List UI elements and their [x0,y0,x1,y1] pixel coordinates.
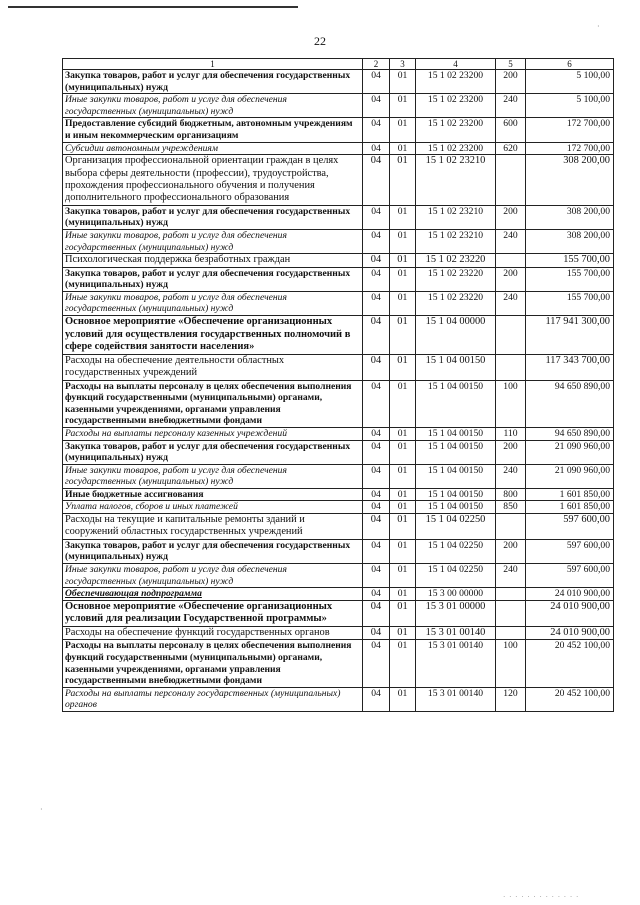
row-cell-c3: 01 [390,464,416,488]
row-cell-c4: 15 1 04 00000 [416,315,496,354]
row-cell-c5: 110 [496,427,526,440]
row-cell-c3: 01 [390,687,416,711]
row-cell-c4: 15 1 02 23200 [416,70,496,94]
row-cell-c4: 15 1 04 00150 [416,427,496,440]
row-cell-c6: 117 343 700,00 [526,354,614,380]
row-cell-c4: 15 1 04 00150 [416,440,496,464]
row-description: Расходы на обеспечение функций государственных органов [63,627,363,640]
row-cell-c5: 100 [496,640,526,687]
table-row [63,440,614,464]
table-row [63,267,614,291]
table-row [63,588,614,601]
header-cell: 5 [496,59,526,70]
row-cell-c4: 15 1 02 23200 [416,94,496,118]
row-cell-c5: 200 [496,267,526,291]
table-row [63,118,614,142]
row-cell-c5: 620 [496,142,526,155]
row-cell-c2: 04 [363,70,390,94]
row-cell-c3: 01 [390,229,416,253]
row-cell-c3: 01 [390,142,416,155]
row-cell-c3: 01 [390,564,416,588]
row-cell-c4: 15 1 04 02250 [416,564,496,588]
header-cell: 2 [363,59,390,70]
row-description: Иные бюджетные ассигнования [63,488,363,501]
row-cell-c6: 21 090 960,00 [526,440,614,464]
row-cell-c5: 120 [496,687,526,711]
row-cell-c6: 1 601 850,00 [526,501,614,514]
table-row [63,229,614,253]
row-cell-c6: 24 010 900,00 [526,600,614,626]
row-cell-c2: 04 [363,440,390,464]
row-cell-c6: 20 452 100,00 [526,687,614,711]
table-row [63,70,614,94]
table-row [63,539,614,563]
row-cell-c2: 04 [363,380,390,427]
header-row [63,59,614,70]
row-description: Иные закупки товаров, работ и услуг для обеспечения государственных (муниципальных) нужд [63,464,363,488]
row-cell-c4: 15 1 02 23200 [416,142,496,155]
row-description: Уплата налогов, сборов и иных платежей [63,501,363,514]
table-row [63,291,614,315]
row-cell-c6: 5 100,00 [526,70,614,94]
row-cell-c5: 800 [496,488,526,501]
row-cell-c5: 200 [496,70,526,94]
table-row [63,464,614,488]
row-cell-c4: 15 1 04 02250 [416,514,496,540]
row-description: Организация профессиональной ориентации граждан в целях выбора сферы деятельности (профессии), трудоустройства, прохождения профессионального обучения и получения дополнительного профессионального образования [63,155,363,206]
row-cell-c6: 308 200,00 [526,205,614,229]
row-cell-c4: 15 3 01 00140 [416,687,496,711]
row-cell-c6: 308 200,00 [526,229,614,253]
row-cell-c3: 01 [390,70,416,94]
scan-footer-mark: · · · · · · · · · · · · · [503,893,580,901]
row-cell-c6: 155 700,00 [526,291,614,315]
table-row [63,687,614,711]
row-cell-c4: 15 1 04 00150 [416,488,496,501]
row-cell-c2: 04 [363,488,390,501]
table-row [63,488,614,501]
row-cell-c4: 15 1 04 00150 [416,354,496,380]
row-cell-c2: 04 [363,564,390,588]
row-cell-c3: 01 [390,627,416,640]
row-cell-c2: 04 [363,315,390,354]
row-description: Основное мероприятие «Обеспечение организационных условий для осуществления государственных полномочий в сфере содействия занятости населения» [63,315,363,354]
row-cell-c3: 01 [390,514,416,540]
row-cell-c3: 01 [390,488,416,501]
top-rule [8,6,298,8]
row-cell-c5: 850 [496,501,526,514]
table-row [63,380,614,427]
row-cell-c4: 15 3 01 00140 [416,627,496,640]
row-description: Закупка товаров, работ и услуг для обеспечения государственных (муниципальных) нужд [63,70,363,94]
row-cell-c3: 01 [390,291,416,315]
scan-speck: · [597,22,600,31]
row-cell-c6: 597 600,00 [526,564,614,588]
row-cell-c3: 01 [390,539,416,563]
row-cell-c2: 04 [363,687,390,711]
row-cell-c5: 240 [496,464,526,488]
row-description: Расходы на выплаты персоналу государственных (муниципальных) органов [63,687,363,711]
row-cell-c3: 01 [390,315,416,354]
row-description: Закупка товаров, работ и услуг для обеспечения государственных (муниципальных) нужд [63,205,363,229]
row-cell-c3: 01 [390,94,416,118]
row-cell-c3: 01 [390,254,416,267]
row-description: Основное мероприятие «Обеспечение организационных условий для реализации Государственной программы» [63,600,363,626]
row-cell-c6: 24 010 900,00 [526,627,614,640]
row-cell-c3: 01 [390,588,416,601]
row-cell-c4: 15 3 01 00000 [416,600,496,626]
budget-table [62,58,614,712]
row-description: Обеспечивающая подпрограмма [63,588,363,601]
header-cell: 4 [416,59,496,70]
row-cell-c4: 15 3 01 00140 [416,640,496,687]
row-cell-c6: 21 090 960,00 [526,464,614,488]
row-cell-c5: 240 [496,291,526,315]
row-cell-c6: 94 650 890,00 [526,427,614,440]
row-cell-c3: 01 [390,600,416,626]
row-cell-c5 [496,254,526,267]
row-cell-c4: 15 1 02 23200 [416,118,496,142]
row-cell-c4: 15 1 04 00150 [416,464,496,488]
row-description: Иные закупки товаров, работ и услуг для обеспечения государственных (муниципальных) нужд [63,94,363,118]
row-cell-c2: 04 [363,588,390,601]
row-description: Расходы на обеспечение деятельности областных государственных учреждений [63,354,363,380]
row-cell-c2: 04 [363,600,390,626]
table-row [63,155,614,206]
row-description: Расходы на выплаты персоналу казенных учреждений [63,427,363,440]
row-cell-c2: 04 [363,254,390,267]
row-cell-c3: 01 [390,118,416,142]
table-row [63,205,614,229]
row-cell-c5: 200 [496,539,526,563]
row-description: Закупка товаров, работ и услуг для обеспечения государственных (муниципальных) нужд [63,267,363,291]
header-cell: 3 [390,59,416,70]
row-cell-c6: 308 200,00 [526,155,614,206]
row-cell-c4: 15 1 04 02250 [416,539,496,563]
row-cell-c2: 04 [363,229,390,253]
row-cell-c2: 04 [363,354,390,380]
row-cell-c6: 172 700,00 [526,118,614,142]
row-cell-c4: 15 1 02 23220 [416,254,496,267]
row-cell-c6: 597 600,00 [526,539,614,563]
row-cell-c2: 04 [363,640,390,687]
row-cell-c3: 01 [390,427,416,440]
row-cell-c5 [496,514,526,540]
row-cell-c5 [496,315,526,354]
row-cell-c3: 01 [390,440,416,464]
row-cell-c2: 04 [363,514,390,540]
row-cell-c4: 15 1 02 23210 [416,229,496,253]
row-cell-c4: 15 1 02 23220 [416,291,496,315]
table-row [63,142,614,155]
table-row [63,354,614,380]
row-cell-c4: 15 1 04 00150 [416,501,496,514]
page-number: 22 [314,34,326,48]
row-cell-c2: 04 [363,118,390,142]
table-row [63,94,614,118]
row-description: Субсидии автономным учреждениям [63,142,363,155]
row-cell-c5 [496,155,526,206]
row-cell-c4: 15 3 00 00000 [416,588,496,601]
table-row [63,640,614,687]
row-cell-c3: 01 [390,205,416,229]
row-cell-c2: 04 [363,501,390,514]
row-description: Расходы на текущие и капитальные ремонты зданий и сооружений областных государственных учреждений [63,514,363,540]
row-cell-c3: 01 [390,501,416,514]
row-description: Расходы на выплаты персоналу в целях обеспечения выполнения функций государственными (муниципальными) органами, казенными учреждениями, органами управления государственными внебюджетными фондами [63,380,363,427]
row-cell-c6: 155 700,00 [526,254,614,267]
row-cell-c4: 15 1 02 23210 [416,205,496,229]
row-description: Расходы на выплаты персоналу в целях обеспечения выполнения функций государственными (муниципальными) органами, казенными учреждениями, органами управления государственными внебюджетными фондами [63,640,363,687]
header-cell: 6 [526,59,614,70]
row-cell-c6: 20 452 100,00 [526,640,614,687]
row-description: Психологическая поддержка безработных граждан [63,254,363,267]
row-cell-c6: 117 941 300,00 [526,315,614,354]
table-row [63,315,614,354]
row-cell-c2: 04 [363,627,390,640]
row-description: Иные закупки товаров, работ и услуг для обеспечения государственных (муниципальных) нужд [63,564,363,588]
row-cell-c2: 04 [363,464,390,488]
row-cell-c3: 01 [390,640,416,687]
row-cell-c3: 01 [390,380,416,427]
row-cell-c6: 94 650 890,00 [526,380,614,427]
row-cell-c4: 15 1 02 23210 [416,155,496,206]
row-cell-c2: 04 [363,539,390,563]
row-cell-c5: 200 [496,440,526,464]
row-cell-c5: 600 [496,118,526,142]
scan-speck: · [40,805,43,814]
row-description: Закупка товаров, работ и услуг для обеспечения государственных (муниципальных) нужд [63,539,363,563]
row-cell-c5: 100 [496,380,526,427]
row-description: Иные закупки товаров, работ и услуг для обеспечения государственных (муниципальных) нужд [63,291,363,315]
table-row [63,564,614,588]
row-cell-c2: 04 [363,205,390,229]
row-cell-c6: 155 700,00 [526,267,614,291]
table-row [63,600,614,626]
table-row [63,427,614,440]
table-row [63,627,614,640]
table-row [63,501,614,514]
row-cell-c3: 01 [390,155,416,206]
row-cell-c2: 04 [363,155,390,206]
row-cell-c5 [496,627,526,640]
row-description: Закупка товаров, работ и услуг для обеспечения государственных (муниципальных) нужд [63,440,363,464]
row-cell-c2: 04 [363,94,390,118]
row-cell-c2: 04 [363,267,390,291]
row-cell-c6: 24 010 900,00 [526,588,614,601]
row-cell-c6: 1 601 850,00 [526,488,614,501]
row-cell-c3: 01 [390,267,416,291]
row-cell-c6: 597 600,00 [526,514,614,540]
row-cell-c5: 240 [496,229,526,253]
row-cell-c4: 15 1 02 23220 [416,267,496,291]
table-row [63,254,614,267]
row-cell-c2: 04 [363,142,390,155]
row-cell-c2: 04 [363,427,390,440]
row-cell-c5 [496,354,526,380]
row-cell-c5: 240 [496,564,526,588]
row-cell-c2: 04 [363,291,390,315]
row-description: Иные закупки товаров, работ и услуг для обеспечения государственных (муниципальных) нужд [63,229,363,253]
row-cell-c5: 200 [496,205,526,229]
row-cell-c5: 240 [496,94,526,118]
row-cell-c4: 15 1 04 00150 [416,380,496,427]
table-row [63,514,614,540]
header-cell: 1 [63,59,363,70]
row-description: Предоставление субсидий бюджетным, автономным учреждениям и иным некоммерческим организациям [63,118,363,142]
row-cell-c6: 172 700,00 [526,142,614,155]
row-cell-c3: 01 [390,354,416,380]
row-cell-c5 [496,588,526,601]
row-cell-c6: 5 100,00 [526,94,614,118]
row-cell-c5 [496,600,526,626]
